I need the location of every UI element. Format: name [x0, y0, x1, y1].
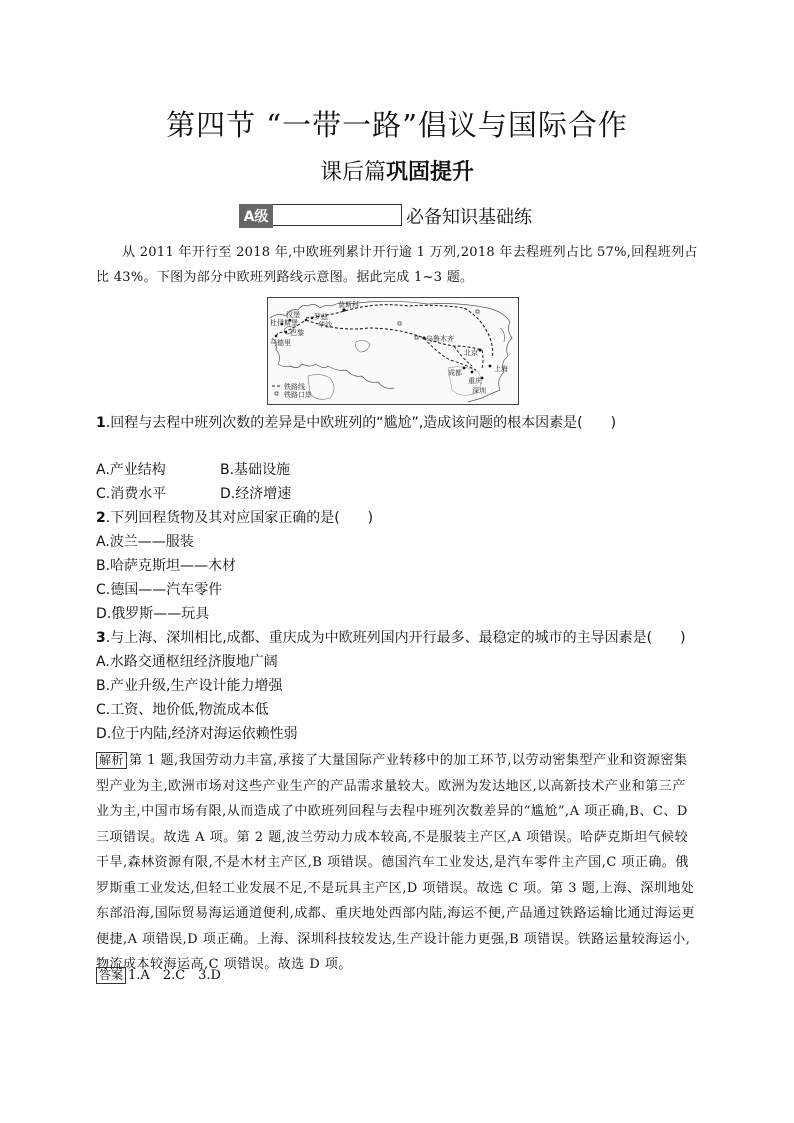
option-2d: D.俄罗斯——玩具 [96, 606, 210, 622]
map-label-chengdu: 成都 [448, 369, 462, 377]
map-label-urumqi: 乌鲁木齐 [426, 335, 454, 343]
question-1 [96, 412, 616, 432]
option-2a: A.波兰——服装 [96, 534, 194, 550]
subtitle-prefix: 课后篇 [319, 160, 386, 185]
answer-tag: 答案 [96, 967, 126, 984]
option-2b: B.哈萨克斯坦——木材 [96, 558, 237, 574]
map-label-madrid: 马德里 [270, 339, 291, 347]
question-number: 1 [96, 415, 106, 431]
option-1b: B.基础设施 [220, 462, 291, 478]
question-text: .回程与去程中班列次数的差异是中欧班列的“尴尬”,造成该问题的根本因素是( ) [105, 415, 617, 431]
question-text: .与上海、深圳相比,成都、重庆成为中欧班列国内开行最多、最稳定的城市的主导因素是( ) [105, 630, 686, 646]
option-3d: D.位于内陆,经济对海运依赖性弱 [96, 726, 298, 742]
level-box [273, 204, 402, 226]
question-3 [96, 627, 686, 647]
map-label-shanghai: 上海 [494, 365, 508, 373]
page-title: 第四节 “一带一路”倡议与国际合作 [166, 108, 628, 142]
section-subtitle [0, 155, 794, 186]
level-label: 必备知识基础练 [406, 207, 532, 228]
question-number: 3 [96, 630, 106, 646]
option-3c: C.工资、地价低,物流成本低 [96, 702, 269, 718]
option-1d: D.经济增速 [220, 486, 292, 502]
question-text: .下列回程货物及其对应国家正确的是( ) [105, 510, 374, 526]
map-label-chongqing: 重庆 [468, 377, 482, 385]
level-badge: A级 [239, 204, 273, 228]
option-3a: A.水路交通枢纽经济腹地广阔 [96, 654, 278, 670]
map-label-beijing: 北京 [464, 349, 478, 357]
analysis-text: 第 1 题,我国劳动力丰富,承接了大量国际产业转移中的加工环节,以劳动密集型产业和资源密集型产业为主,欧洲市场对这些产业生产的产品需求量较大。欧洲为发达地区,以高新技术产业和第三产业为主,中国市场有限,从而造成了中欧班列回程与去程中班列次数差异的“尴尬”,A 项正确,B、C、D 三项错误。故选 A 项。第 2 题,波兰劳动力成本较高,不是服装主产区,A 项错误。哈萨克斯坦气候较干旱,森林资源有限,不是木材主产区,B 项错误。德国汽车工业发达,是汽车零件主产国,C 项正确。俄罗斯重工业发达,但轻工业发展不足,不是玩具主产区,D 项错误。故选 C 项。第 3 题,上海、深圳地处东部沿海,国际贸易海运通道便利,成都、重庆地处西部内陆,海运不便,产品通过铁路运输比通过海运更便捷,A 项错误,D 项正确。上海、深圳科技较发达,生产设计能力更强,B 项错误。铁路运量较海运小,物流成本较海运高,C 项错误。故选 D 项。 [96, 753, 696, 972]
map-legend-port: 铁路口岸 [284, 391, 312, 399]
answer-block [96, 964, 221, 984]
map-label-shenzhen: 深圳 [472, 387, 486, 395]
map-legend-railway: 铁路线 [284, 383, 305, 391]
intro-paragraph: 从 2011 年开行至 2018 年,中欧班列累计开行逾 1 万列,2018 年去程班列占比 57%,回程班列占比 43%。下图为部分中欧班列路线示意图。据此完成 1~3 题。 [96, 245, 698, 285]
question-number: 2 [96, 510, 106, 526]
level-header [239, 203, 532, 229]
question-2 [96, 507, 373, 527]
map-label-warsaw: 华沙 [318, 321, 332, 329]
analysis-tag: 解析 [96, 752, 127, 769]
map-label-duisburg: 杜伊斯堡 [270, 319, 298, 327]
subtitle-bold: 巩固提升 [386, 160, 475, 185]
map-label-lodz: 罗兹 [314, 313, 328, 321]
analysis-block [96, 748, 698, 978]
railway-route-map [267, 297, 519, 405]
option-1c: C.消费水平 [96, 486, 167, 502]
map-label-paris: 巴黎 [290, 329, 304, 337]
option-3b: B.产业升级,生产设计能力增强 [96, 678, 283, 694]
map-label-moscow: 莫斯科 [338, 301, 359, 309]
option-1a: A.产业结构 [96, 462, 166, 478]
option-2c: C.德国——汽车零件 [96, 582, 223, 598]
map-label-hamburg: 汉堡 [286, 311, 300, 319]
answer-text: 1.A 2.C 3.D [128, 968, 221, 983]
